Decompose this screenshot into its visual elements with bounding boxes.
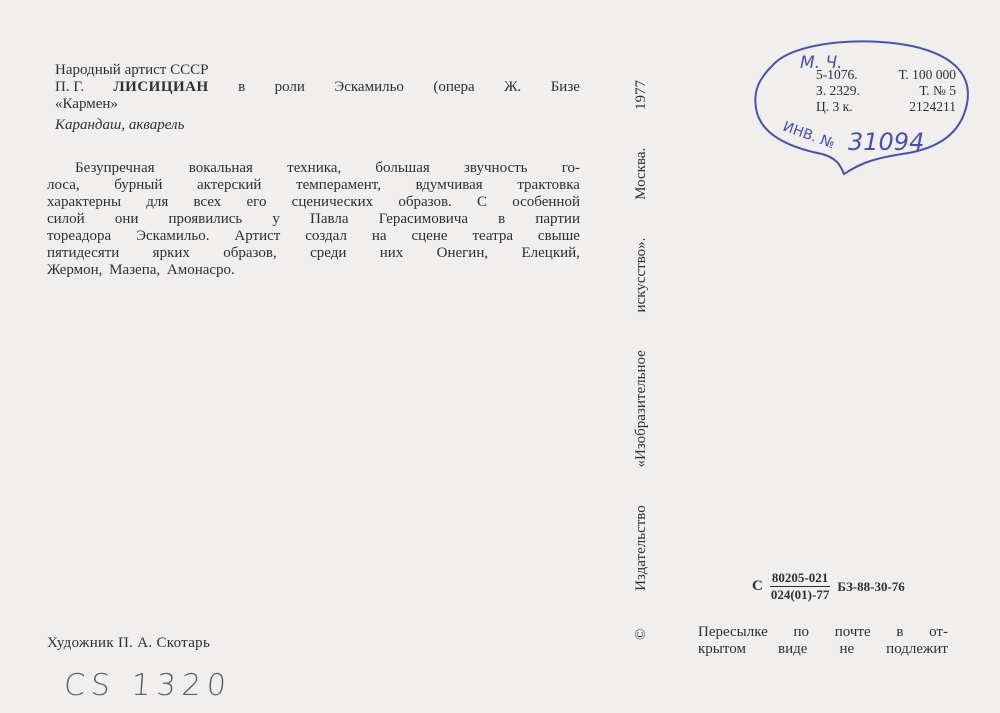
- bio-line: Жермон, Мазепа, Амонасро.: [47, 262, 235, 278]
- biography-text: [47, 160, 580, 279]
- catalog-index: С $\frac{80205-021}{024(01)-77}$ БЗ-88-30-76: [752, 570, 905, 602]
- artwork-title: П. Г. ЛИСИЦИАН в роли Эскамильо (опера Ж. Бизе: [55, 79, 580, 95]
- copyright-icon: ©: [633, 628, 649, 640]
- artwork-caption: [55, 62, 580, 134]
- bio-line: силой они проявились у Павла Герасимовича в партии: [47, 211, 580, 227]
- bio-line: характерны для всех его сценических образов. С особенной: [47, 194, 580, 210]
- stamp-number: 31094: [848, 128, 925, 156]
- artist-credit: Художник П. А. Скотарь: [47, 635, 211, 651]
- postal-notice: Пересылке по почте в от- крытом виде не подлежит: [698, 624, 948, 657]
- stamp-top-text: М. Ч.: [800, 53, 843, 73]
- print-run-info: 5-1076. Т. 100 000 З. 2329. Т. № 5 Ц. 3 к. 2124211: [816, 67, 956, 114]
- bio-line: тореадора Эскамильо. Артист создал на сцене театра свыше: [47, 228, 580, 244]
- opera-name: «Кармен»: [55, 96, 118, 112]
- stamp-inventory-label: ИНВ. №: [780, 118, 837, 153]
- bio-line: пятидесяти ярких образов, среди них Онегин, Елецкий,: [47, 245, 580, 261]
- handwritten-catalog-number: CS 1320: [62, 668, 234, 703]
- artwork-medium: Карандаш, акварель: [55, 117, 185, 133]
- publisher-imprint: © Издательство «Изобразительное искусство». Москва. 1977: [633, 80, 649, 640]
- artist-title: Народный артист СССР: [55, 62, 209, 78]
- bio-line: Безупречная вокальная техника, большая звучность го-: [75, 160, 580, 176]
- bio-line: лоса, бурный актерский темперамент, вдумчивая трактовка: [47, 177, 580, 193]
